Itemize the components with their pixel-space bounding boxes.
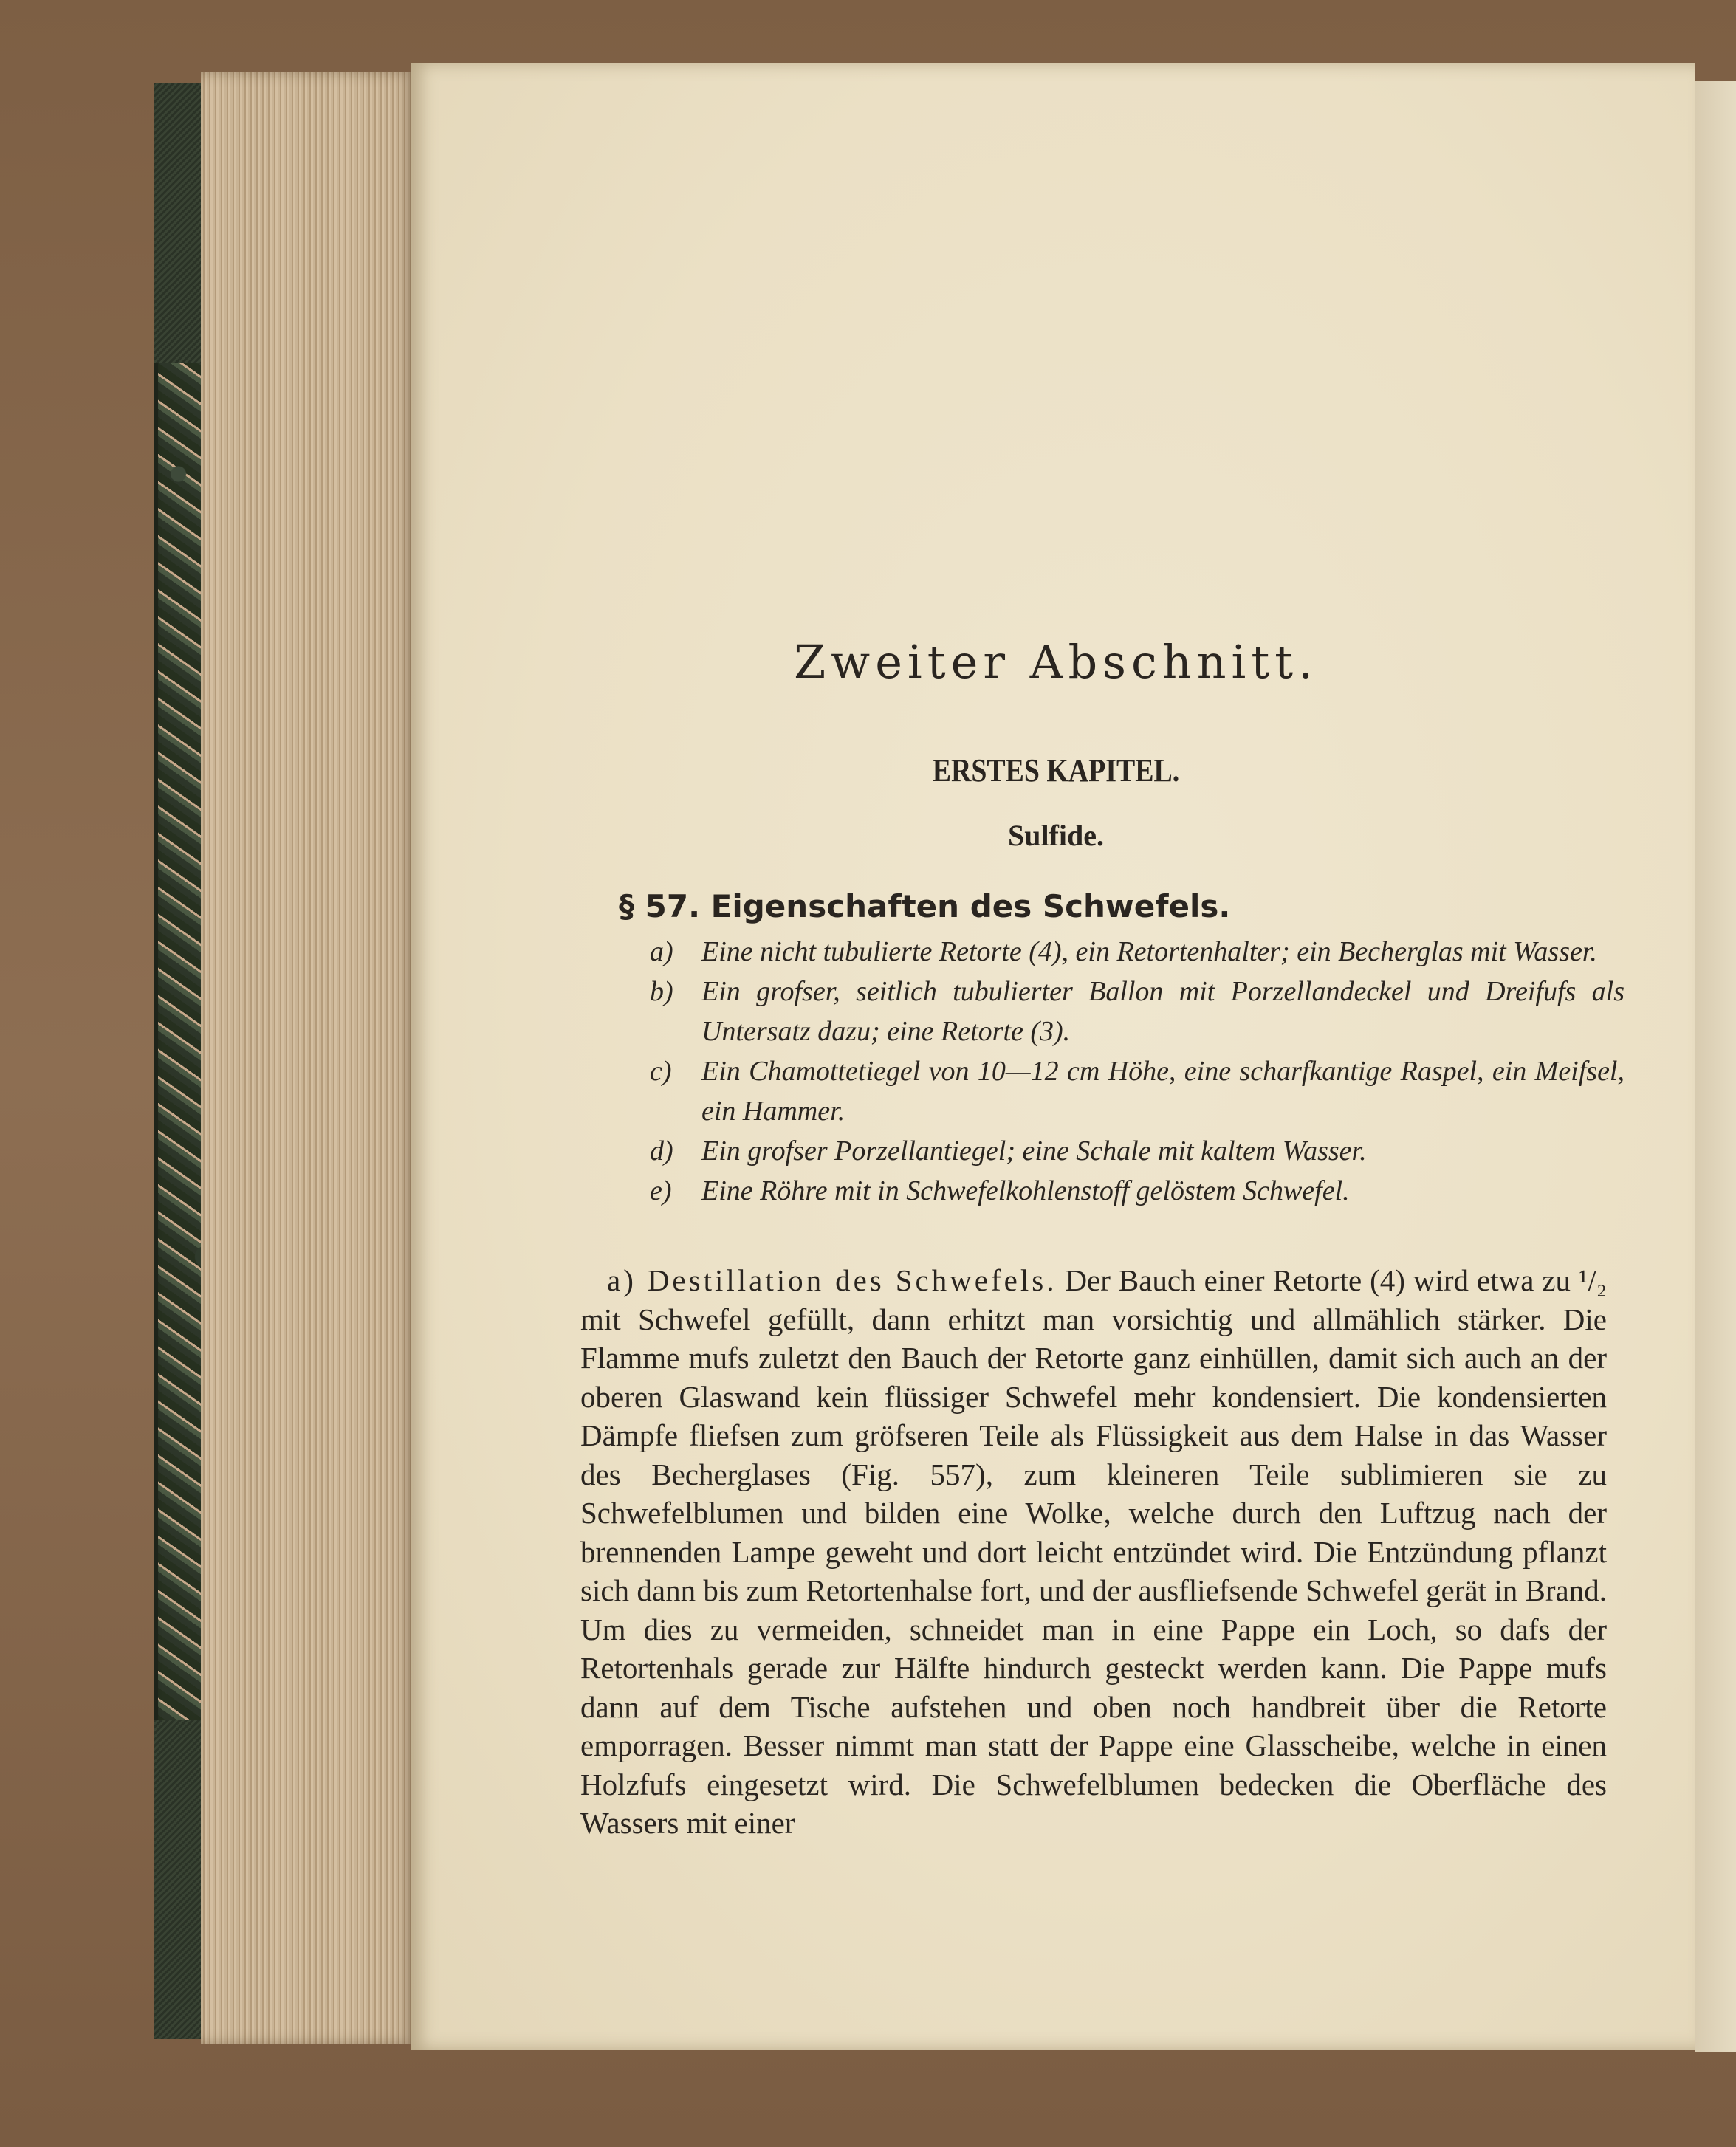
list-item (650, 972, 1625, 1051)
body-lead: a) Destillation des Schwefels. (607, 1263, 1057, 1297)
item-letter: b) (650, 976, 673, 1007)
list-item (650, 1171, 1625, 1211)
subject-title: Sulfide. (1007, 819, 1105, 852)
list-item (650, 932, 1625, 972)
item-letter: c) (650, 1056, 672, 1087)
body-text-2: mit Schwefel gefüllt, dann erhitzt man vorsichtig und allmählich stärker. Die Flamme mufs zuletzt den Bauch der Retorte ganz einhüllen, damit sich auch an der oberen Glaswand kein flüssiger Schwefel mehr kondensiert. Die kondensierten Dämpfe fliefsen zum gröfseren Teile als Flüssigkeit aus dem Halse in das Wasser des Becherglases (Fig. 557), zum kleineren Teile sublimieren sie zu Schwefelblumen und bilden eine Wolke, welche durch den Luftzug nach der brennenden Lampe geweht und dort leicht entzündet wird. Die Entzündung pflanzt sich dann bis zum Retortenhalse fort, und der ausfliefsende Schwefel gerät in Brand. Um dies zu vermeiden, schneidet man in eine Pappe ein Loch, so dafs der Retortenhals gerade zur Hälfte hindurch gesteckt werden kann. Die Pappe mufs dann auf dem Tische aufstehen und oben noch handbreit über die Retorte emporragen. Besser nimmt man statt der Pappe eine Glasscheibe, welche in einen Holzfufs eingesetzt wird. Die Schwefelblumen bedecken die Oberfläche des Wassers mit einer (580, 1302, 1607, 1840)
page-edges (201, 72, 415, 2044)
item-text: Ein Chamottetiegel von 10—12 cm Höhe, eine scharfkantige Raspel, ein Meifsel, ein Hammer. (701, 1056, 1625, 1127)
facing-page-edge (1695, 81, 1736, 2052)
paragraph-heading (619, 888, 1230, 924)
paragraph-title: Eigenschaften des Schwefels. (710, 888, 1231, 924)
section-title: Zweiter Abschnitt. (794, 635, 1318, 689)
item-text: Eine nicht tubulierte Retorte (4), ein Retortenhalter; ein Becherglas mit Wasser. (701, 936, 1597, 967)
body-fraction: ¹/₂ (1579, 1263, 1608, 1297)
item-text: Eine Röhre mit in Schwefelkohlenstoff gelöstem Schwefel. (701, 1175, 1350, 1206)
item-text: Ein grofser Porzellantiegel; eine Schale mit kaltem Wasser. (701, 1136, 1367, 1167)
body-text-1: Der Bauch einer Retorte (4) wird etwa zu (1065, 1263, 1579, 1297)
chapter-title: ERSTES KAPITEL. (932, 752, 1180, 789)
list-item (650, 1051, 1625, 1131)
list-item (650, 1131, 1625, 1171)
apparatus-list (650, 932, 1625, 1211)
body-paragraph (580, 1261, 1607, 1843)
item-letter: a) (650, 936, 673, 967)
item-letter: d) (650, 1136, 673, 1167)
item-letter: e) (650, 1175, 672, 1206)
item-text: Ein grofser, seitlich tubulierter Ballon mit Porzellandeckel und Dreifufs als Untersatz dazu; eine Retorte (3). (701, 976, 1625, 1047)
paragraph-number: § 57. (619, 888, 701, 924)
